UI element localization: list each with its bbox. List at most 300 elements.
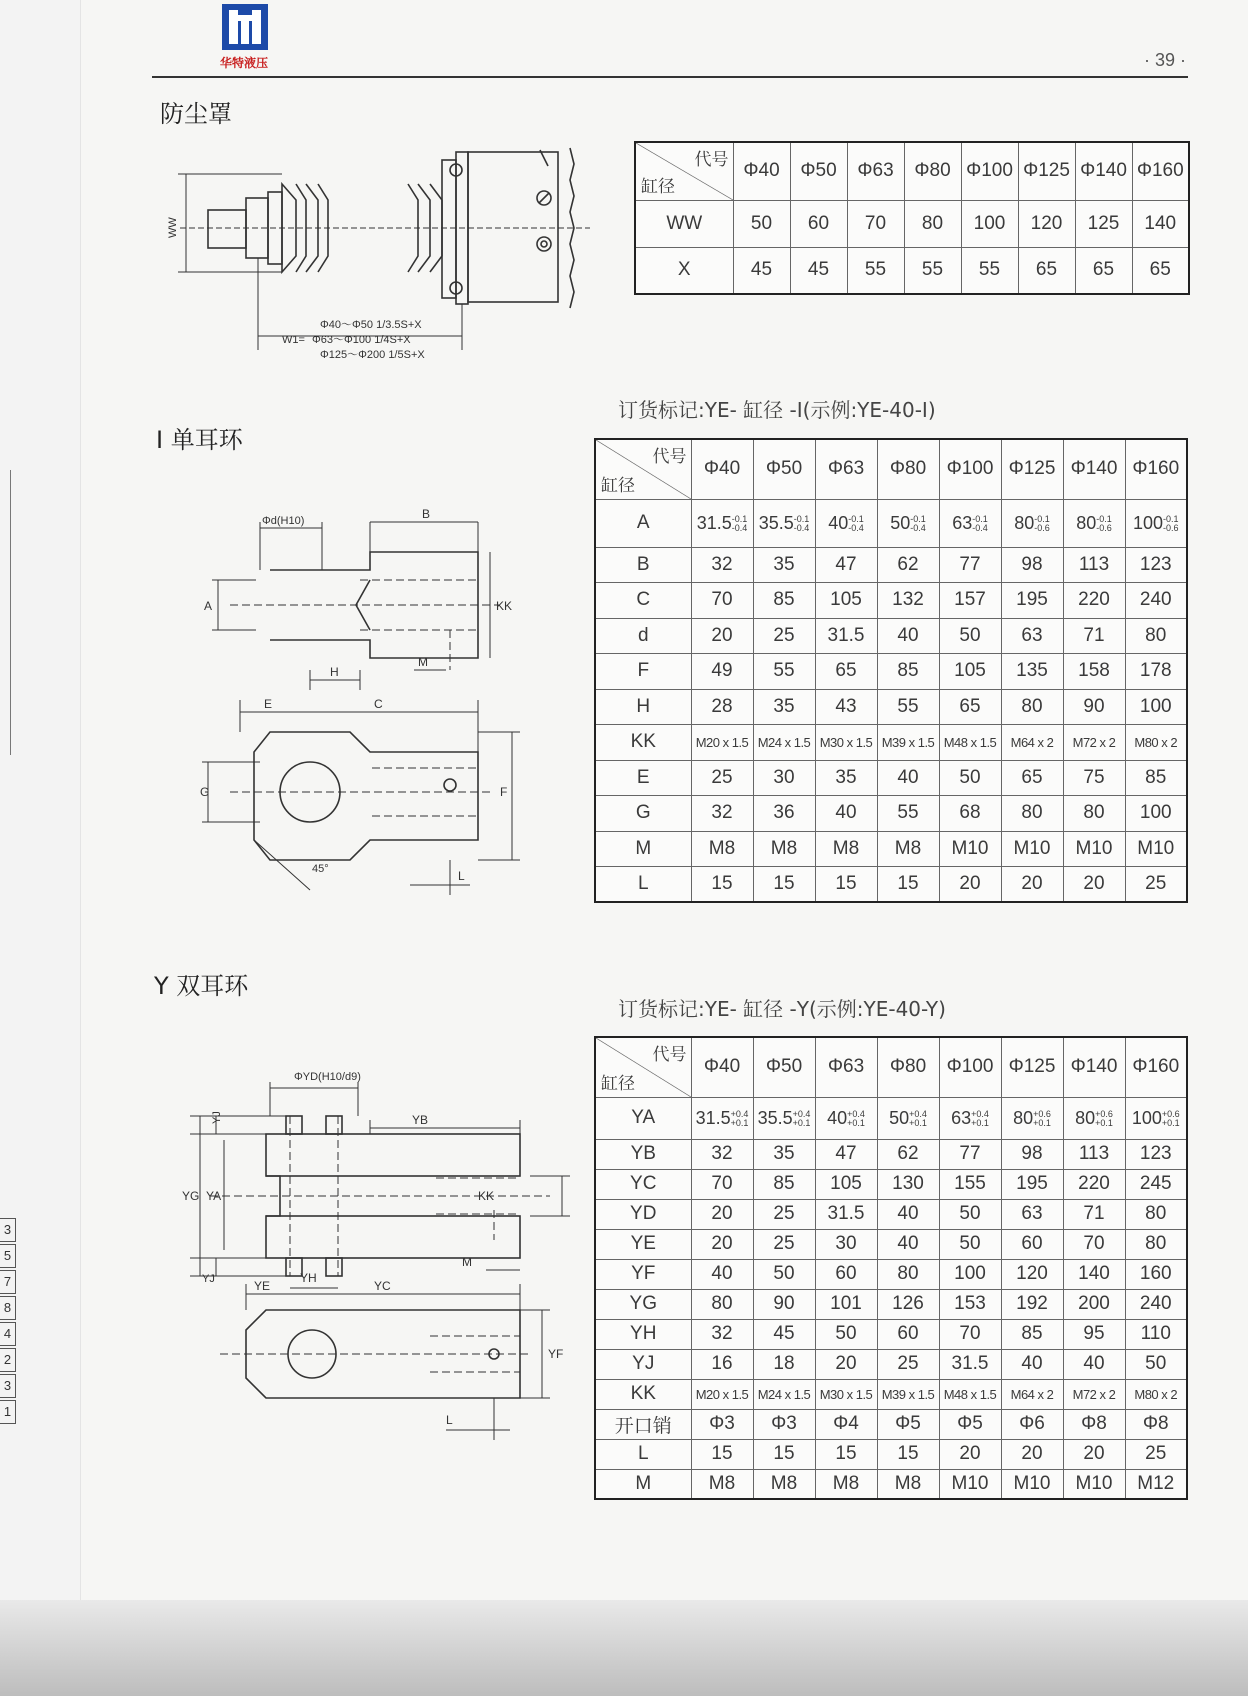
table-cell: 47 [815,547,877,583]
table-cell: M48 x 1.5 [939,1379,1001,1409]
dim-ya: YA [206,1189,222,1203]
single-ear-drawing [200,500,560,900]
bore-header: Φ80 [877,1037,939,1097]
table-cell: M10 [1063,831,1125,867]
table-cell: M10 [939,1469,1001,1499]
table-cell: 20 [1063,1439,1125,1469]
table-row [595,725,1187,761]
table-cell: M8 [815,831,877,867]
table-cell: 245 [1125,1169,1187,1199]
table-cell: 15 [691,1439,753,1469]
table-cell: M10 [1001,1469,1063,1499]
table-cell: 15 [815,867,877,903]
bore-header: Φ100 [961,142,1018,200]
table-cell: M20 x 1.5 [691,725,753,761]
table-cell: M72 x 2 [1063,1379,1125,1409]
table-cell: 240 [1125,1289,1187,1319]
table-row [595,1169,1187,1199]
table-row [595,499,1187,547]
table-cell: 65 [815,654,877,690]
table-row [595,1349,1187,1379]
table-cell: M64 x 2 [1001,1379,1063,1409]
table-cell: 100 [939,1259,1001,1289]
table-cell [939,1097,1001,1139]
table-corner: 代号 缸径 [595,1037,691,1097]
table-cell [1063,499,1125,547]
table-cell [691,1097,753,1139]
bore-header: Φ140 [1063,1037,1125,1097]
table-cell: 50 [939,1199,1001,1229]
table-cell: M30 x 1.5 [815,725,877,761]
table-cell: 80 [1125,1199,1187,1229]
brand-name: 华特液压 [219,56,268,70]
table-cell: 95 [1063,1319,1125,1349]
nominal-value: 31.5 [695,1107,731,1128]
row-label: B [595,547,691,583]
table-cell: M12 [1125,1469,1187,1499]
dim-kk-y: KK [478,1189,495,1203]
bore-header: Φ63 [847,142,904,200]
table-cell: 178 [1125,654,1187,690]
table-cell: 50 [1125,1349,1187,1379]
tolerance-upper: +0.4 [909,1108,927,1119]
tolerance [731,1110,749,1128]
table-cell: 50 [753,1259,815,1289]
dim-m-y: M [462,1255,472,1269]
table-header-row [635,142,1189,200]
table-cell: 100 [961,200,1018,247]
table-row [595,618,1187,654]
table-cell: 31.5 [939,1349,1001,1379]
tolerance-upper: -0.1 [731,513,748,524]
table-cell: 20 [691,1199,753,1229]
row-label: YB [595,1139,691,1169]
dust-cover-table [634,141,1190,295]
table-cell: 105 [815,1169,877,1199]
table-cell: 20 [1001,867,1063,903]
table-cell [877,499,939,547]
table-cell: M8 [691,831,753,867]
table-cell: 71 [1063,618,1125,654]
table-cell: M39 x 1.5 [877,725,939,761]
table-cell: 65 [1001,760,1063,796]
table-cell: 195 [1001,583,1063,619]
table-cell: 40 [877,1199,939,1229]
table-cell [815,1097,877,1139]
tolerance [1033,1110,1051,1128]
table-cell: 90 [1063,689,1125,725]
table-cell: 15 [691,867,753,903]
dim-yg: YG [182,1189,200,1203]
table-cell: 15 [753,867,815,903]
table-cell [1001,499,1063,547]
tolerance-lower: -0.6 [1163,522,1179,533]
tolerance-upper: -0.1 [1096,513,1112,524]
table-row [595,1289,1187,1319]
table-cell: 16 [691,1349,753,1379]
tolerance-upper: +0.6 [1095,1108,1113,1119]
tolerance [1095,1110,1113,1128]
table-cell: 45 [753,1319,815,1349]
table-cell: 62 [877,1139,939,1169]
tolerance-upper: -0.1 [848,513,864,524]
dim-m: M [418,655,428,669]
table-cell: 55 [753,654,815,690]
dim-w1-prefix: W1= [282,334,305,346]
table-row [595,867,1187,903]
dim-w1-line3: Φ125～Φ200 1/5S+X [320,349,425,361]
table-cell: M8 [691,1469,753,1499]
section-title-dust-cover: 防尘罩 [160,100,232,128]
side-tab: 5 [0,1244,16,1268]
table-row [595,1139,1187,1169]
row-label: YD [595,1199,691,1229]
table-cell: M39 x 1.5 [877,1379,939,1409]
table-cell: 49 [691,654,753,690]
table-cell: M8 [877,831,939,867]
table-cell: 98 [1001,1139,1063,1169]
row-label: C [595,583,691,619]
row-label: YG [595,1289,691,1319]
table-cell: 130 [877,1169,939,1199]
table-cell: Φ5 [939,1409,1001,1439]
table-row [595,1469,1187,1499]
table-cell: 30 [815,1229,877,1259]
table-cell: 25 [877,1349,939,1379]
table-cell: 105 [815,583,877,619]
table-row [595,1379,1187,1409]
table-cell: 20 [1001,1439,1063,1469]
bore-header: Φ160 [1125,1037,1187,1097]
table-cell: 55 [877,796,939,832]
dim-w1-line2: Φ63～Φ100 1/4S+X [312,334,411,346]
dim-h: H [330,665,339,679]
table-cell: 100 [1125,689,1187,725]
table-row [595,689,1187,725]
tolerance [794,515,810,533]
side-tab: 4 [0,1322,16,1346]
dim-a: A [204,599,213,613]
table-cell: 55 [877,689,939,725]
nominal-value: 50 [889,1107,910,1128]
dust-cover-drawing [160,140,610,370]
side-tab: 2 [0,1348,16,1372]
order-code-double: 订货标记:YE- 缸径 -Y(示例:YE-40-Y) [618,997,946,1021]
table-cell: 20 [1063,867,1125,903]
dim-phi-yd: ΦYD(H10/d9) [294,1071,361,1083]
tolerance-lower: +0.1 [909,1117,927,1128]
nominal-value: 63 [952,512,973,533]
table-cell: 132 [877,583,939,619]
table-cell: 63 [1001,1199,1063,1229]
dim-l-y: L [446,1413,453,1427]
table-cell: 85 [877,654,939,690]
section-title-double-ear: Y 双耳环 [154,972,249,1000]
tolerance [972,515,988,533]
table-cell: M30 x 1.5 [815,1379,877,1409]
tolerance [1163,515,1179,533]
bore-header: Φ160 [1125,439,1187,499]
table-cell: 70 [939,1319,1001,1349]
dim-w1-line1: Φ40～Φ50 1/3.5S+X [320,319,422,331]
table-cell: 140 [1063,1259,1125,1289]
table-cell: 60 [790,200,847,247]
table-cell: 18 [753,1349,815,1379]
side-tab: 3 [0,1218,16,1242]
bore-header: Φ40 [691,439,753,499]
logo-mark-icon [222,4,268,50]
table-cell: 70 [1063,1229,1125,1259]
tolerance-lower: -0.4 [910,522,926,533]
table-row [595,583,1187,619]
table-cell: 32 [691,1139,753,1169]
table-cell: 80 [1063,796,1125,832]
table-cell: M8 [753,1469,815,1499]
nominal-value: 35.5 [757,1107,793,1128]
table-cell: 80 [904,200,961,247]
table-cell [1063,1097,1125,1139]
table-cell: 32 [691,547,753,583]
scan-shadow [0,1600,1248,1696]
table-cell: 110 [1125,1319,1187,1349]
table-cell: 65 [1132,247,1189,294]
bore-header: Φ125 [1001,439,1063,499]
tolerance [793,1110,811,1128]
dim-c: C [374,697,383,711]
table-cell: 90 [753,1289,815,1319]
table-cell: Φ8 [1125,1409,1187,1439]
table-cell: 240 [1125,583,1187,619]
table-cell: 158 [1063,654,1125,690]
table-row [595,1229,1187,1259]
table-row [595,760,1187,796]
table-cell: 20 [815,1349,877,1379]
bore-header: Φ160 [1132,142,1189,200]
row-label: A [595,499,691,547]
tolerance-lower: -0.6 [1034,522,1050,533]
bore-header: Φ40 [691,1037,753,1097]
table-cell: 25 [753,618,815,654]
table-cell: 105 [939,654,1001,690]
table-cell: 40 [1063,1349,1125,1379]
table-cell: 200 [1063,1289,1125,1319]
tolerance [910,515,926,533]
tolerance-upper: +0.6 [1161,1108,1180,1119]
table-cell: 55 [847,247,904,294]
table-cell: 192 [1001,1289,1063,1319]
table-cell: M48 x 1.5 [939,725,1001,761]
single-ear-table [594,438,1188,903]
table-cell: 25 [1125,1439,1187,1469]
table-cell: 65 [1018,247,1075,294]
table-cell: M8 [877,1469,939,1499]
table-row [635,247,1189,294]
table-cell: 35 [753,547,815,583]
tolerance-lower: +0.1 [1095,1117,1113,1128]
table-cell [1125,1097,1187,1139]
table-cell: M24 x 1.5 [753,1379,815,1409]
table-cell [877,1097,939,1139]
table-cell: 40 [815,796,877,832]
dim-yf: YF [548,1347,564,1361]
dim-yj-top: YJ [211,1111,223,1124]
table-cell: 85 [753,583,815,619]
bore-header: Φ140 [1075,142,1132,200]
table-cell: 220 [1063,1169,1125,1199]
row-label: 开口销 [595,1409,691,1439]
table-cell: Φ6 [1001,1409,1063,1439]
double-ear-table [594,1036,1188,1500]
table-cell: 40 [1001,1349,1063,1379]
row-label: H [595,689,691,725]
double-ear-drawing [180,1060,564,1480]
tolerance [1162,1110,1180,1128]
table-cell: 60 [1001,1229,1063,1259]
table-cell: 120 [1018,200,1075,247]
nominal-value: 50 [890,512,911,533]
side-tab: 3 [0,1374,16,1398]
table-cell: 85 [753,1169,815,1199]
table-cell: 65 [939,689,1001,725]
table-cell: 60 [815,1259,877,1289]
table-cell: 20 [939,867,1001,903]
table-cell [753,1097,815,1139]
table-cell: 60 [877,1319,939,1349]
table-cell: 126 [877,1289,939,1319]
tolerance [847,1110,865,1128]
row-label: YC [595,1169,691,1199]
tolerance-lower: +0.1 [792,1117,811,1128]
row-label: YE [595,1229,691,1259]
table-cell: 50 [939,618,1001,654]
tolerance-upper: -0.1 [793,513,810,524]
table-cell: 15 [753,1439,815,1469]
table-cell: 71 [1063,1199,1125,1229]
table-cell: 125 [1075,200,1132,247]
tolerance-lower: -0.4 [848,522,864,533]
table-row [595,1097,1187,1139]
tolerance [909,1110,927,1128]
table-cell: 113 [1063,1139,1125,1169]
table-cell: 98 [1001,547,1063,583]
table-cell: 123 [1125,547,1187,583]
tolerance-lower: -0.4 [793,522,810,533]
brand-logo [212,4,276,70]
table-cell: 80 [1001,689,1063,725]
tolerance-lower: +0.1 [730,1117,749,1128]
dim-f: F [500,785,508,799]
dim-e: E [264,697,273,711]
tolerance [971,1110,989,1128]
table-cell: 31.5 [815,1199,877,1229]
order-code-single: 订货标记:YE- 缸径 -I(示例:YE-40-I) [618,398,936,422]
table-corner: 代号 缸径 [595,439,691,499]
dim-yb: YB [412,1113,429,1127]
tolerance-upper: +0.6 [1033,1108,1051,1119]
table-cell: 77 [939,547,1001,583]
row-label: YH [595,1319,691,1349]
table-cell: 32 [691,1319,753,1349]
table-row [595,1199,1187,1229]
tolerance-upper: -0.1 [1034,513,1050,524]
bore-header: Φ50 [753,1037,815,1097]
table-cell: 40 [877,618,939,654]
bore-header: Φ80 [904,142,961,200]
row-label: YJ [595,1349,691,1379]
row-label: KK [595,1379,691,1409]
row-label: G [595,796,691,832]
table-cell: 220 [1063,583,1125,619]
table-cell: 140 [1132,200,1189,247]
table-cell: 85 [1001,1319,1063,1349]
tolerance-lower: -0.6 [1096,522,1112,533]
row-label: F [595,654,691,690]
table-cell: M10 [939,831,1001,867]
bore-header: Φ140 [1063,439,1125,499]
table-row [595,796,1187,832]
bore-header: Φ100 [939,439,1001,499]
table-cell: M72 x 2 [1063,725,1125,761]
tolerance-lower: +0.1 [1161,1117,1180,1128]
tolerance-upper: -0.1 [972,513,988,524]
table-row [595,654,1187,690]
table-cell: 40 [877,1229,939,1259]
table-cell: 101 [815,1289,877,1319]
table-cell: 157 [939,583,1001,619]
table-cell: 50 [815,1319,877,1349]
table-cell [939,499,1001,547]
table-cell: 55 [904,247,961,294]
tolerance-upper: +0.4 [971,1108,989,1119]
table-cell: 45 [733,247,790,294]
nominal-value: 80 [1014,512,1035,533]
table-cell: M8 [753,831,815,867]
table-cell: 55 [961,247,1018,294]
table-cell: 80 [691,1289,753,1319]
dim-ye: YE [254,1279,271,1293]
side-tab: 7 [0,1270,16,1294]
table-cell: 153 [939,1289,1001,1319]
table-cell: M24 x 1.5 [753,725,815,761]
table-cell: 62 [877,547,939,583]
table-cell: 36 [753,796,815,832]
tolerance-lower: -0.4 [731,522,748,533]
table-cell: 80 [877,1259,939,1289]
section-title-single-ear: I 单耳环 [156,426,243,454]
table-row [595,831,1187,867]
table-cell: M80 x 2 [1125,1379,1187,1409]
dim-l: L [458,869,465,883]
bore-header: Φ40 [733,142,790,200]
table-cell: 40 [691,1259,753,1289]
row-label: L [595,1439,691,1469]
table-cell: 50 [939,760,1001,796]
table-cell: 63 [1001,618,1063,654]
table-cell: 70 [691,583,753,619]
bore-header: Φ80 [877,439,939,499]
table-cell: 35 [753,1139,815,1169]
bore-header: Φ125 [1018,142,1075,200]
nominal-value: 63 [951,1107,972,1128]
bore-header: Φ63 [815,1037,877,1097]
bore-header: Φ63 [815,439,877,499]
row-label: KK [595,725,691,761]
margin-lines [4,470,11,755]
nominal-value: 80 [1075,1107,1096,1128]
table-cell [753,499,815,547]
table-cell: 155 [939,1169,1001,1199]
table-cell: M10 [1063,1469,1125,1499]
